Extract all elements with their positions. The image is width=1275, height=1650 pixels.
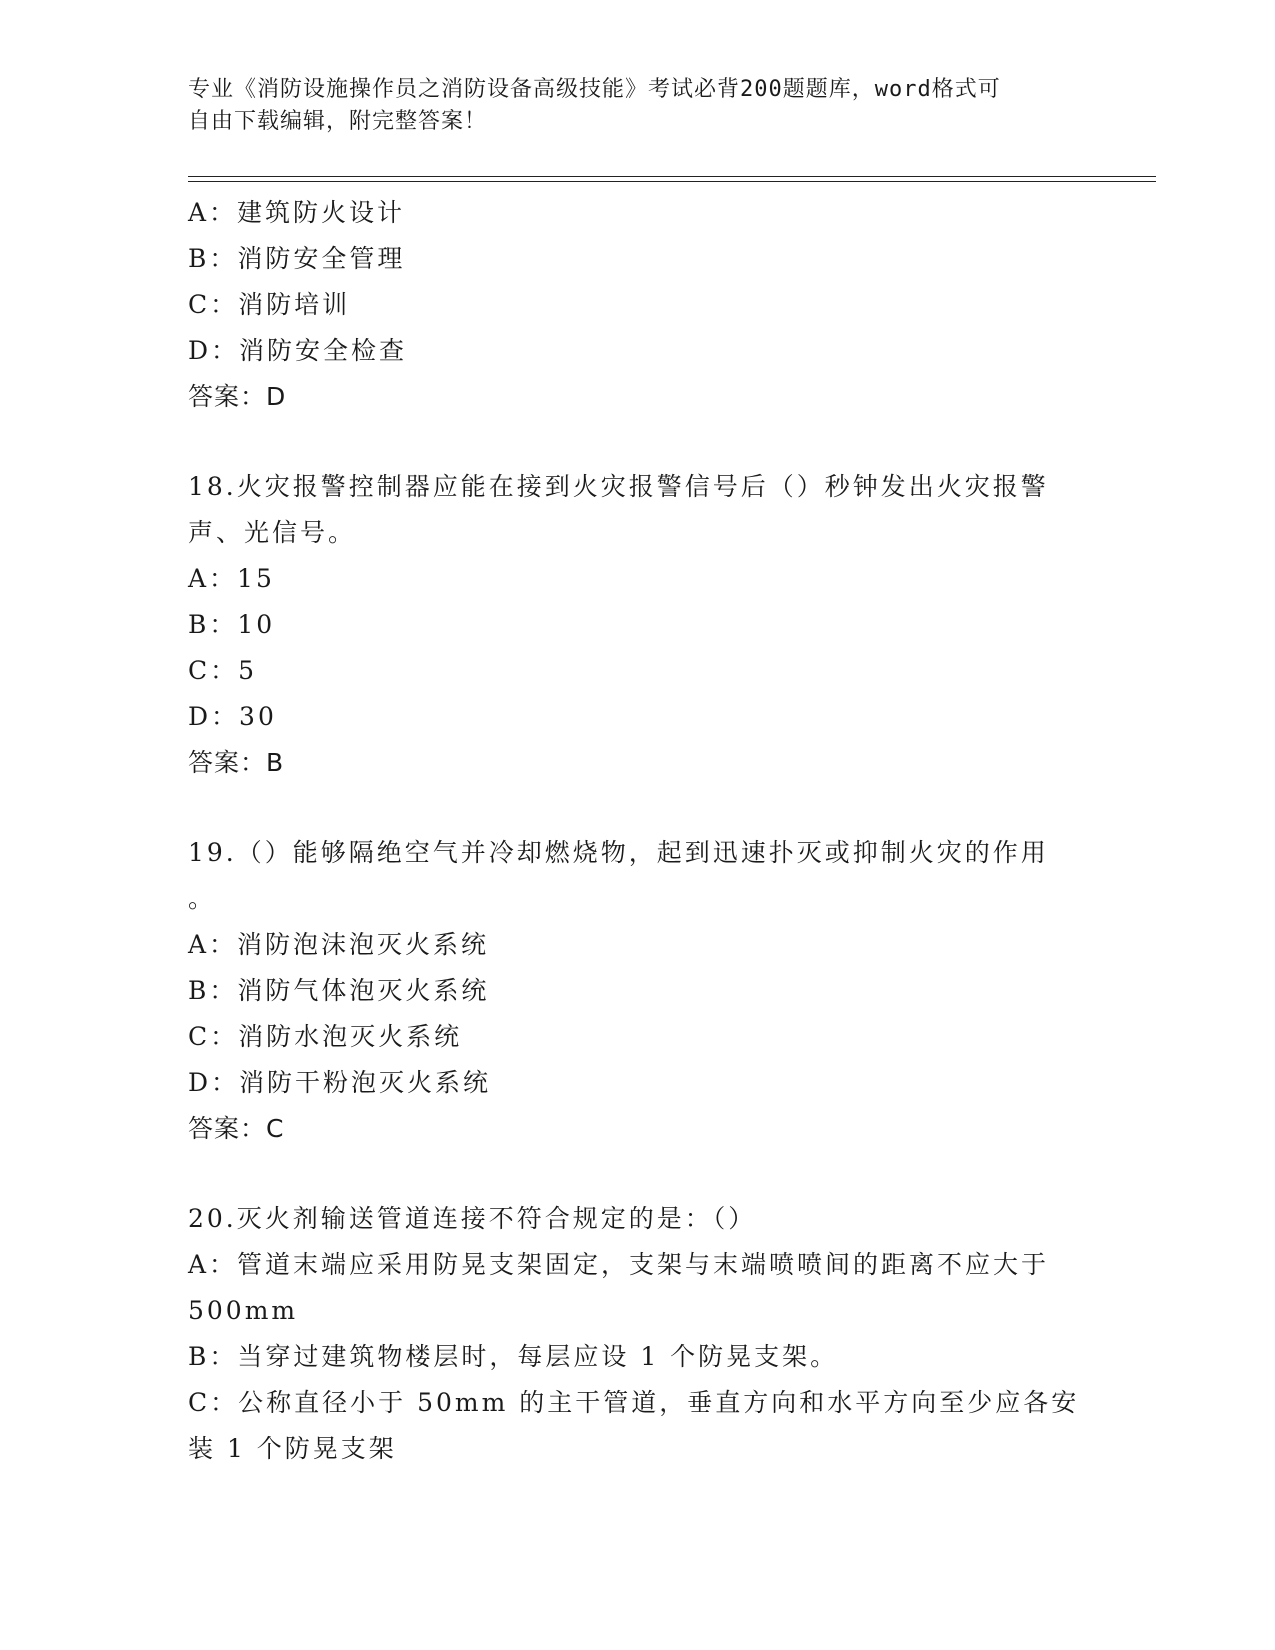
q19-option-a: A：消防泡沫泡灭火系统 xyxy=(188,930,490,959)
q19-text-line-2: 。 xyxy=(188,884,217,913)
q18-option-b: B：10 xyxy=(188,610,276,639)
q17-option-c: C：消防培训 xyxy=(188,290,351,319)
spacer xyxy=(188,1152,1088,1196)
q18-answer: 答案：B xyxy=(188,748,285,777)
q20-option-c-line-1: C：公称直径小于 50mm 的主干管道，垂直方向和水平方向至少应各安 xyxy=(188,1388,1080,1417)
document-header xyxy=(188,74,1068,138)
q20-text-line-1: 20.灭火剂输送管道连接不符合规定的是：（） xyxy=(188,1204,757,1233)
q20-option-a-line-1: A：管道末端应采用防晃支架固定，支架与末端喷喷间的距离不应大于 xyxy=(188,1250,1050,1279)
header-divider-top xyxy=(188,176,1156,177)
header-divider-bottom xyxy=(188,181,1156,182)
question-18 xyxy=(188,464,1088,786)
q20-option-b: B：当穿过建筑物楼层时，每层应设 1 个防晃支架。 xyxy=(188,1342,839,1371)
question-17 xyxy=(188,190,1088,420)
q18-option-c: C：5 xyxy=(188,656,258,685)
q19-text-line-1: 19.（）能够隔绝空气并冷却燃烧物，起到迅速扑灭或抑制火灾的作用 xyxy=(188,838,1049,867)
q19-option-c: C：消防水泡灭火系统 xyxy=(188,1022,463,1051)
q17-option-a: A：建筑防火设计 xyxy=(188,198,406,227)
q18-text-line-2: 声、光信号。 xyxy=(188,518,357,547)
q19-option-d: D：消防干粉泡灭火系统 xyxy=(188,1068,492,1097)
q20-option-a-line-2: 500mm xyxy=(188,1296,299,1325)
header-line-1: 专业《消防设施操作员之消防设备高级技能》考试必背200题题库，word格式可 xyxy=(188,77,1001,102)
q18-option-a: A：15 xyxy=(188,564,275,593)
q19-option-b: B：消防气体泡灭火系统 xyxy=(188,976,490,1005)
q17-answer: 答案：D xyxy=(188,382,287,411)
question-content xyxy=(188,190,1088,1472)
q18-option-d: D：30 xyxy=(188,702,277,731)
question-19 xyxy=(188,830,1088,1152)
spacer xyxy=(188,420,1088,464)
q18-text-line-1: 18.火灾报警控制器应能在接到火灾报警信号后（）秒钟发出火灾报警 xyxy=(188,472,1049,501)
q20-option-c-line-2: 装 1 个防晃支架 xyxy=(188,1434,397,1463)
question-20 xyxy=(188,1196,1088,1472)
spacer xyxy=(188,786,1088,830)
header-line-2: 自由下载编辑，附完整答案！ xyxy=(188,109,488,134)
q17-option-d: D：消防安全检查 xyxy=(188,336,408,365)
q19-answer: 答案：C xyxy=(188,1114,285,1143)
q17-option-b: B：消防安全管理 xyxy=(188,244,406,273)
